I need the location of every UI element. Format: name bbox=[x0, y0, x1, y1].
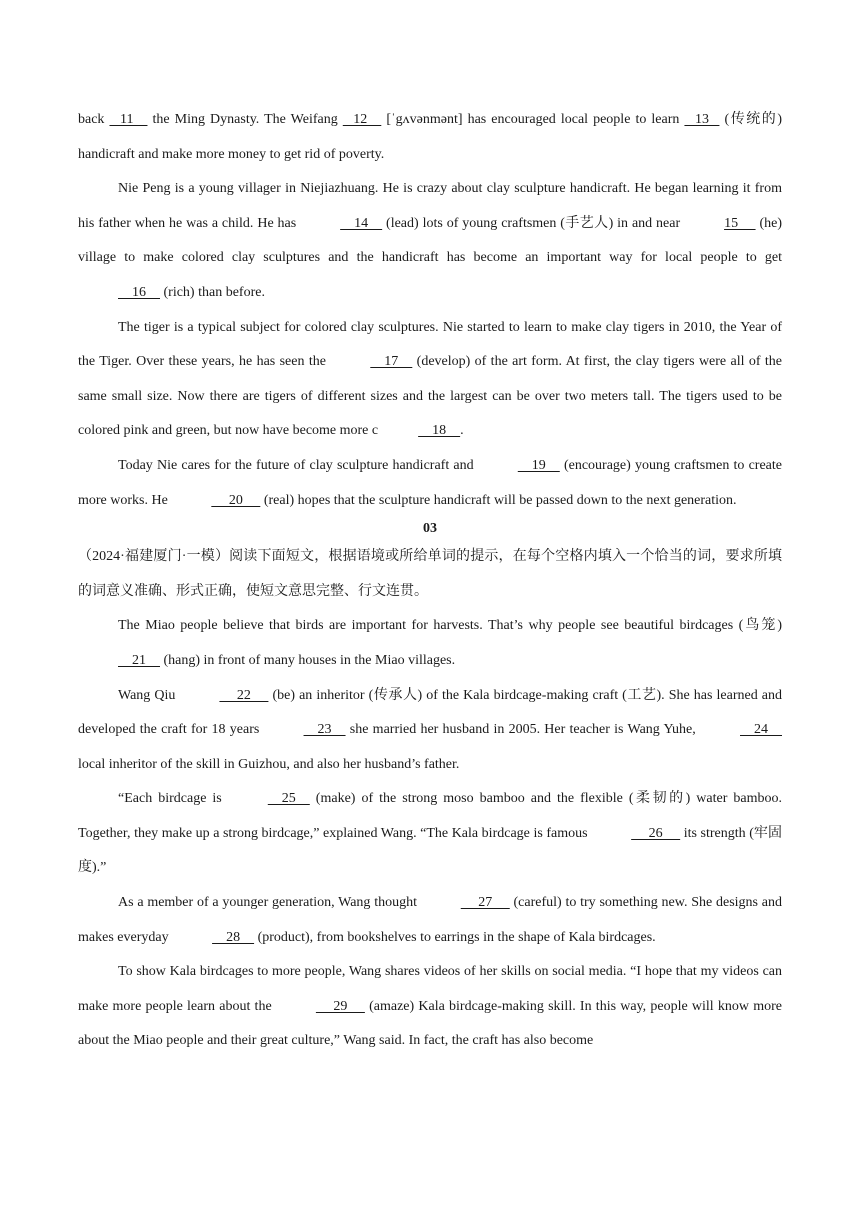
text: (real) hopes that the sculpture handicraft will be passed down to the next generation. bbox=[260, 492, 737, 508]
text: the Ming Dynasty. The Weifang bbox=[147, 112, 343, 127]
text: [ˈgʌvənmənt] has encouraged local people to learn bbox=[381, 112, 685, 127]
text: The tiger is a typical subject for colored clay sculptures. Nie started to learn to make clay tigers in 2010, the Year of the Tiger. Over these years, he has seen the bbox=[78, 319, 782, 370]
section-number: 03 bbox=[423, 521, 437, 537]
blank-16: 16 bbox=[118, 284, 160, 300]
text: As a member of a younger generation, Wang thought bbox=[118, 895, 421, 911]
paragraph-generation bbox=[78, 886, 782, 955]
blank-22: 22 bbox=[219, 687, 269, 703]
text: (rich) than before. bbox=[160, 284, 265, 300]
document-page bbox=[78, 103, 782, 1059]
blank-28: 28 bbox=[212, 929, 255, 945]
blank-12: 12 bbox=[342, 112, 382, 127]
text: (hang) in front of many houses in the Miao villages. bbox=[160, 652, 456, 668]
paragraph-birdcage bbox=[78, 782, 782, 886]
blank-19: 19 bbox=[517, 457, 560, 473]
blank-11: 11 bbox=[109, 112, 148, 127]
text: To show Kala birdcages to more people, Wang shares videos of her skills on social media. “I hope that my videos can make more people learn about the bbox=[78, 964, 782, 1014]
text: (product), from bookshelves to earrings in the shape of Kala birdcages. bbox=[254, 929, 656, 945]
paragraph-miao bbox=[78, 609, 782, 678]
blank-23: 23 bbox=[303, 722, 346, 738]
blank-27: 27 bbox=[460, 895, 510, 911]
paragraph-tiger bbox=[78, 311, 782, 449]
text: (make) of the strong moso bamboo and the flexible (柔韧的) water bamboo. Together, they make up a strong birdcage,” explained Wang. “The Kala birdcage is famous bbox=[78, 791, 782, 841]
blank-21: 21 bbox=[118, 652, 160, 668]
text: (he) village to make colored clay sculptures and the handicraft has become an important way for local people to get bbox=[78, 215, 783, 266]
blank-15: 15 bbox=[724, 215, 756, 231]
blank-17: 17 bbox=[370, 354, 413, 370]
blank-14: 14 bbox=[340, 215, 383, 231]
text: “Each birdcage is bbox=[118, 791, 228, 807]
blank-29: 29 bbox=[315, 998, 365, 1014]
text: back bbox=[78, 112, 110, 127]
text: Wang Qiu bbox=[118, 687, 180, 703]
paragraph-wang-qiu bbox=[78, 679, 782, 783]
blank-26: 26 bbox=[631, 825, 681, 841]
text: The Miao people believe that birds are important for harvests. That’s why people see beautiful birdcages (鸟笼) bbox=[118, 618, 782, 634]
text: (lead) lots of young craftsmen (手艺人) in and near bbox=[382, 215, 685, 231]
paragraph-social-media bbox=[78, 955, 782, 1059]
text: (careful) to try something new. She designs and makes everyday bbox=[78, 895, 782, 945]
text: (encourage) young craftsmen to create more works. He bbox=[78, 457, 782, 508]
paragraph-nie-peng bbox=[78, 172, 782, 310]
text: (be) an inheritor (传承人) of the Kala birdcage-making craft (工艺). She has learned and developed the craft for 18 years bbox=[78, 687, 782, 738]
text: Today Nie cares for the future of clay sculpture handicraft and bbox=[118, 457, 478, 473]
paragraph-continuation bbox=[78, 103, 782, 172]
paragraph-today bbox=[78, 449, 782, 518]
blank-13: 13 bbox=[684, 112, 720, 127]
blank-25: 25 bbox=[267, 791, 310, 807]
text: Nie Peng is a young villager in Niejiazhuang. He is crazy about clay sculpture handicraft. He began learning it from his father when he was a child. He has bbox=[78, 181, 782, 231]
text: . bbox=[460, 423, 464, 439]
blank-20: 20 bbox=[211, 492, 261, 508]
text: (传统的) handicraft and make more money to get rid of poverty. bbox=[78, 112, 782, 162]
text: (amaze) Kala birdcage-making skill. In this way, people will know more about the Miao people and their great culture,” Wang said. In fact, the craft has also become bbox=[78, 998, 782, 1049]
instructions: （2024·福建厦门·一模）阅读下面短文，根据语境或所给单词的提示，在每个空格内填入一个恰当的词，要求所填的词意义准确、形式正确，使短文意思完整、行文连贯。 bbox=[78, 549, 782, 599]
text: its strength (牢固度).” bbox=[78, 825, 782, 876]
text: local inheritor of the skill in Guizhou, and also her husband’s father. bbox=[78, 756, 460, 772]
text: she married her husband in 2005. Her teacher is Wang Yuhe, bbox=[345, 722, 700, 738]
text: (develop) of the art form. At first, the clay tigers were all of the same small size. Now there are tigers of different sizes and the largest can be over two meters tall. The tigers used to be colored pink and green, but now have become more c bbox=[78, 354, 782, 439]
blank-24: 24 bbox=[740, 722, 782, 738]
blank-18: 18 bbox=[418, 423, 461, 439]
